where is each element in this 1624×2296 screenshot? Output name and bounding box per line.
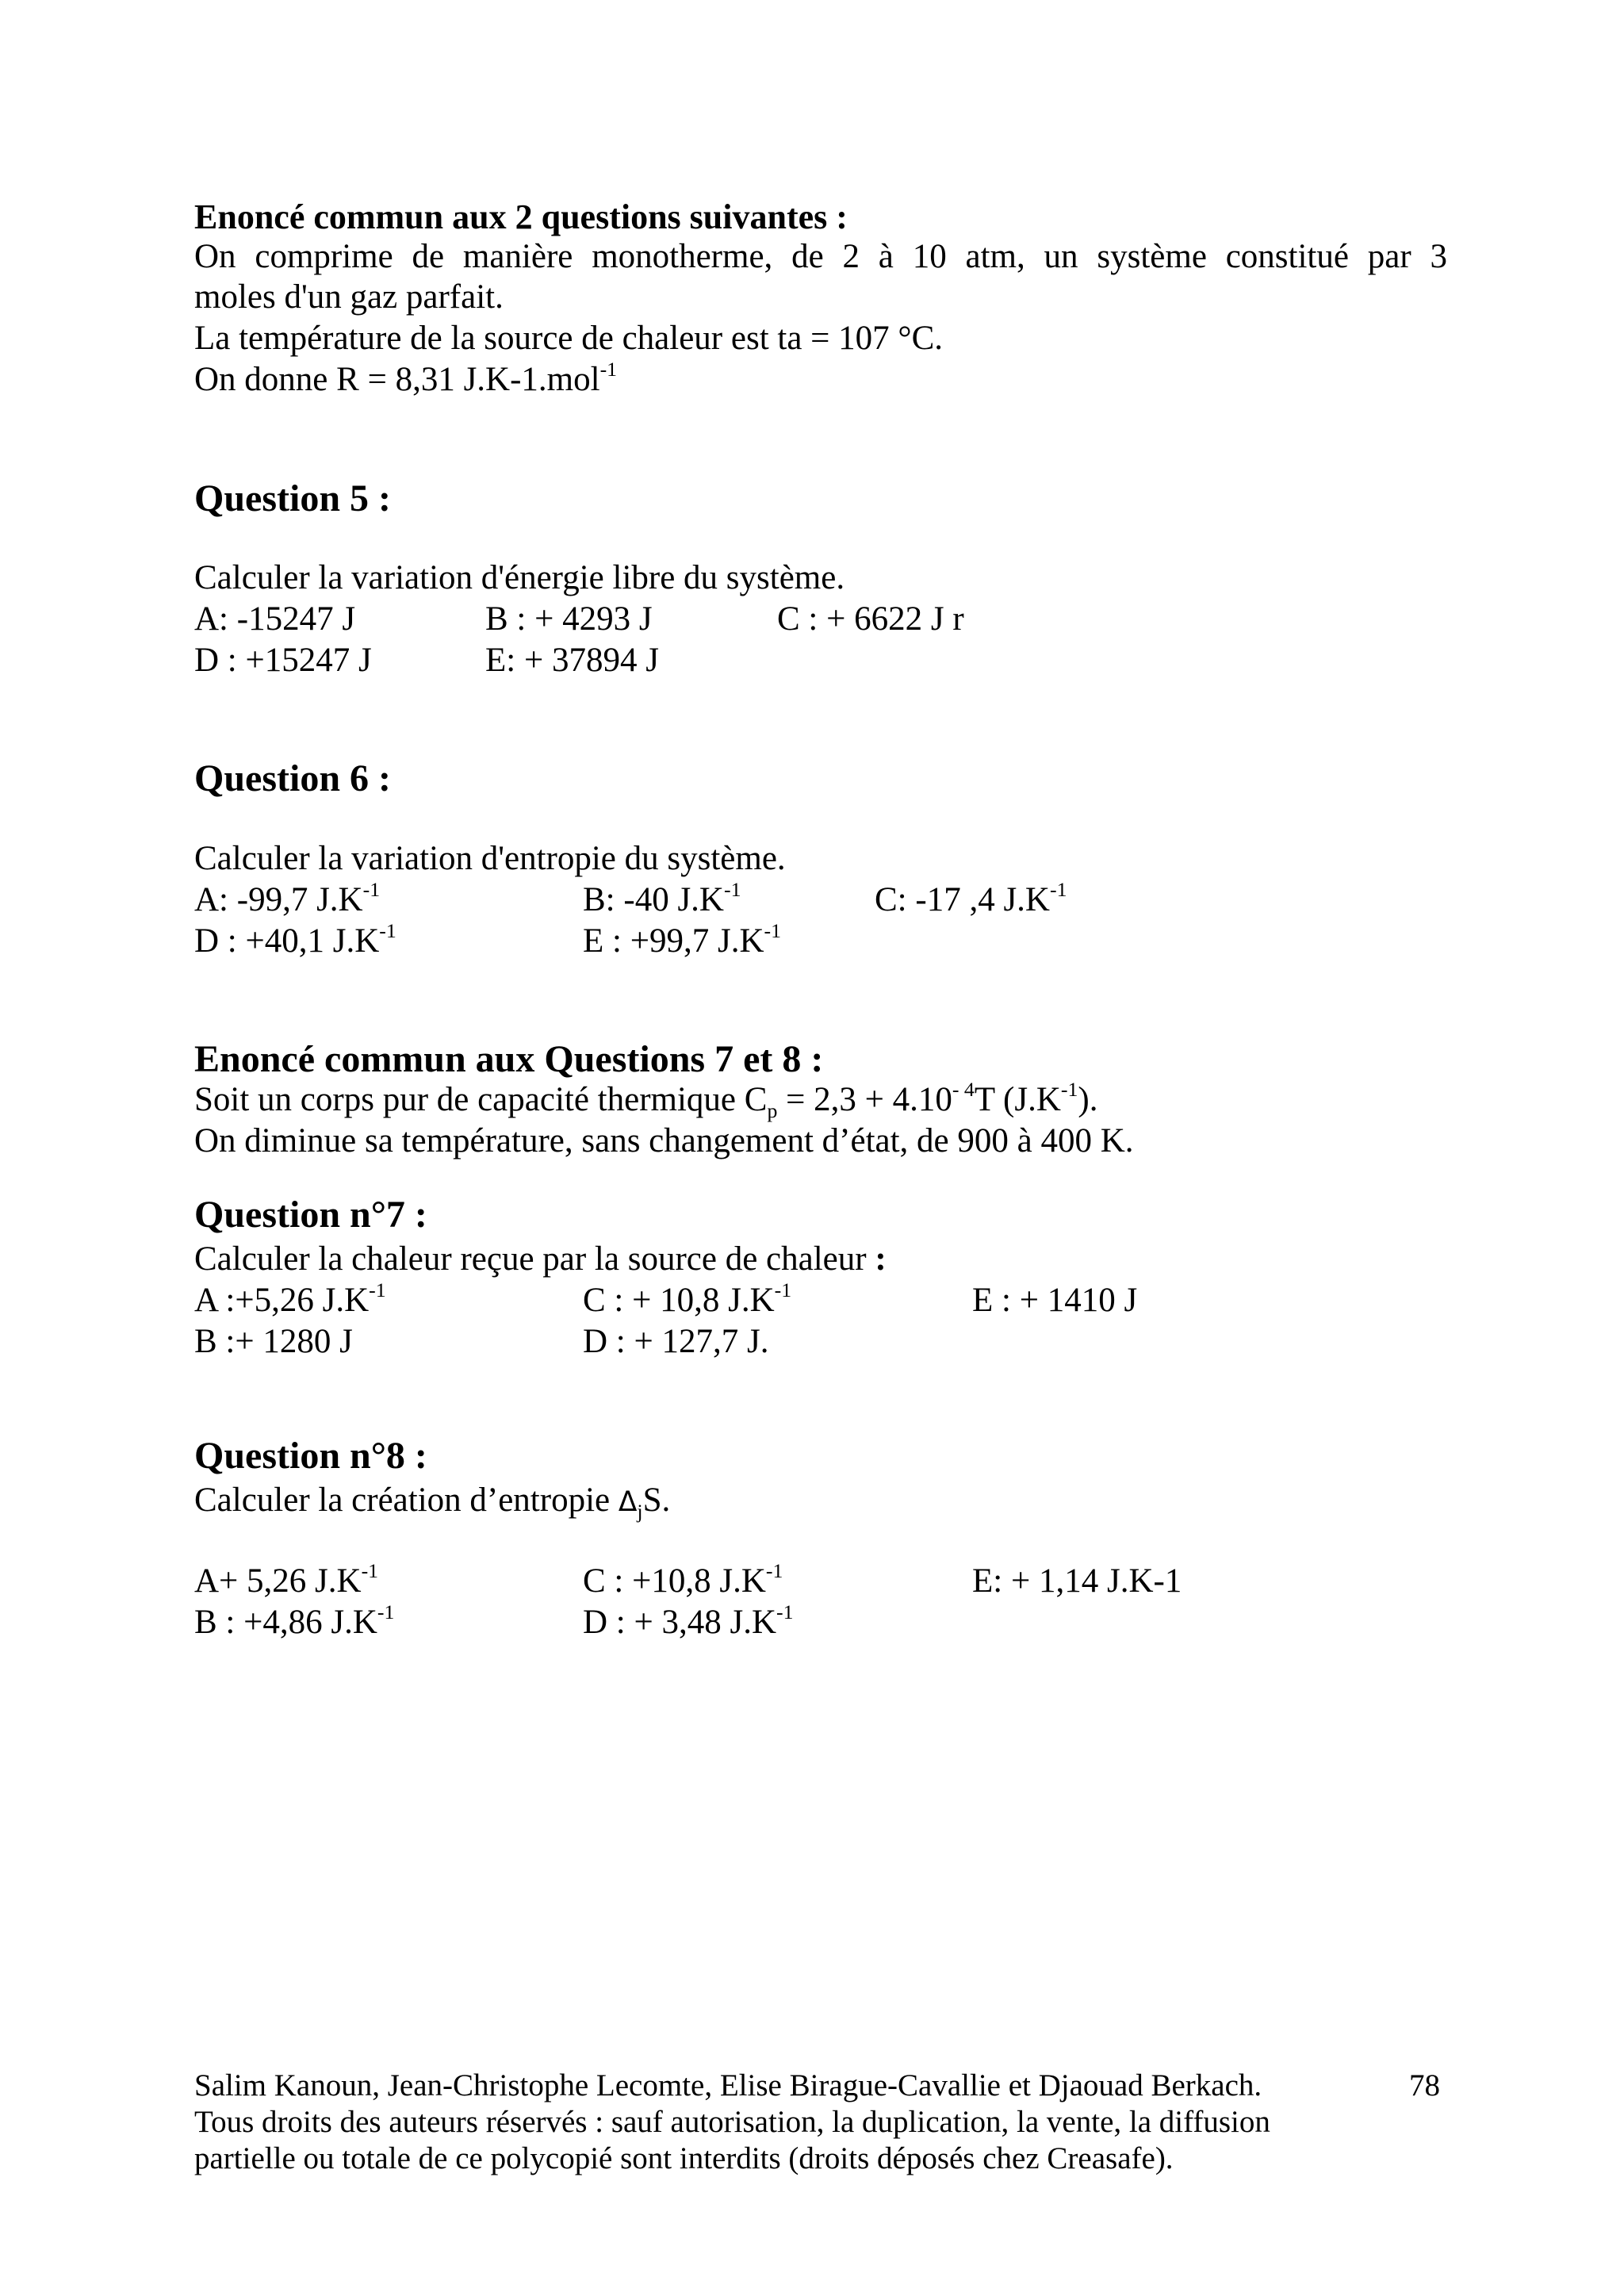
q5-option-d: D : +15247 J <box>194 642 372 679</box>
q7-option-d: D : + 127,7 J. <box>583 1323 769 1360</box>
intro2-heading: Enoncé commun aux Questions 7 et 8 : <box>194 1038 824 1080</box>
q7-option-e: E : + 1410 J <box>972 1282 1138 1319</box>
q5-option-a: A: -15247 J <box>194 600 356 638</box>
intro2-line-1: Soit un corps pur de capacité thermique $C_p = 2,3 + 4.10^{- 4}T$ $(J.K^{-1})$. <box>194 1077 1098 1123</box>
q8-option-d: D : + 3,48 $J.K^{-1}$ <box>583 1600 794 1641</box>
q8-prompt: Calculer la création d’entropie $\Delta_jS$. <box>194 1481 671 1524</box>
q6-option-a: A: -99,7 $J.K^{-1}$ <box>194 877 381 918</box>
q6-option-e: E : +99,7 $J.K^{-1}$ <box>583 918 782 960</box>
intro-line-2: moles d'un gaz parfait. <box>194 278 504 316</box>
q6-option-b: B: -40 $J.K^{-1}$ <box>583 877 741 918</box>
intro-heading: Enoncé commun aux 2 questions suivantes : <box>194 197 848 236</box>
q5-option-e: E: + 37894 J <box>485 642 659 679</box>
q7-option-c: C : + 10,8 $J.K^{-1}$ <box>583 1278 792 1319</box>
q7-option-b: B :+ 1280 J <box>194 1323 353 1360</box>
q8-option-c: C : +10,8 $J.K^{-1}$ <box>583 1558 783 1600</box>
delta-symbol: Δ <box>618 1486 638 1518</box>
footer-rights-1: Tous droits des auteurs réservés : sauf autorisation, la duplication, la vente, la diffusion <box>194 2105 1270 2139</box>
q6-option-d: D : +40,1 $J.K^{-1}$ <box>194 918 396 960</box>
intro-line-3: La température de la source de chaleur est ta = 107 °C. <box>194 320 944 357</box>
q7-option-a: A :+5,26 $J.K^{-1}$ <box>194 1278 386 1319</box>
q7-prompt: Calculer la chaleur reçue par la source de chaleur : <box>194 1240 887 1278</box>
intro2-line-2: On diminue sa température, sans changement d’état, de 900 à 400 K. <box>194 1122 1134 1159</box>
q5-title: Question 5 : <box>194 477 392 519</box>
q8-option-e: E: + 1,14 J.K-1 <box>972 1562 1182 1600</box>
q8-title: Question n°8 : <box>194 1435 427 1477</box>
intro-line-1: On comprime de manière monotherme, de 2 à 10 atm, un système constitué par 3 <box>194 238 1447 275</box>
q6-title: Question 6 : <box>194 757 392 799</box>
q5-option-b: B : + 4293 J <box>485 600 653 638</box>
intro-line-4: On donne R = 8,31 J.K-1.mol$^{-1}$ <box>194 357 618 398</box>
q6-option-c: C: -17 ,4 $J.K^{-1}$ <box>875 877 1067 918</box>
q5-option-c: C : + 6622 J r <box>777 600 964 638</box>
q8-option-b: B : +4,86 $J.K^{-1}$ <box>194 1600 395 1641</box>
q5-prompt: Calculer la variation d'énergie libre du système. <box>194 559 845 596</box>
q7-title: Question n°7 : <box>194 1194 427 1236</box>
q8-option-a: A+ 5,26 $J.K^{-1}$ <box>194 1558 379 1600</box>
page-number: 78 <box>1409 2068 1440 2102</box>
footer-rights-2: partielle ou totale de ce polycopié sont interdits (droits déposés chez Creasafe). <box>194 2141 1174 2175</box>
q6-prompt: Calculer la variation d'entropie du système. <box>194 840 786 877</box>
footer-authors: Salim Kanoun, Jean-Christophe Lecomte, Elise Birague-Cavallie et Djaouad Berkach. <box>194 2068 1262 2102</box>
